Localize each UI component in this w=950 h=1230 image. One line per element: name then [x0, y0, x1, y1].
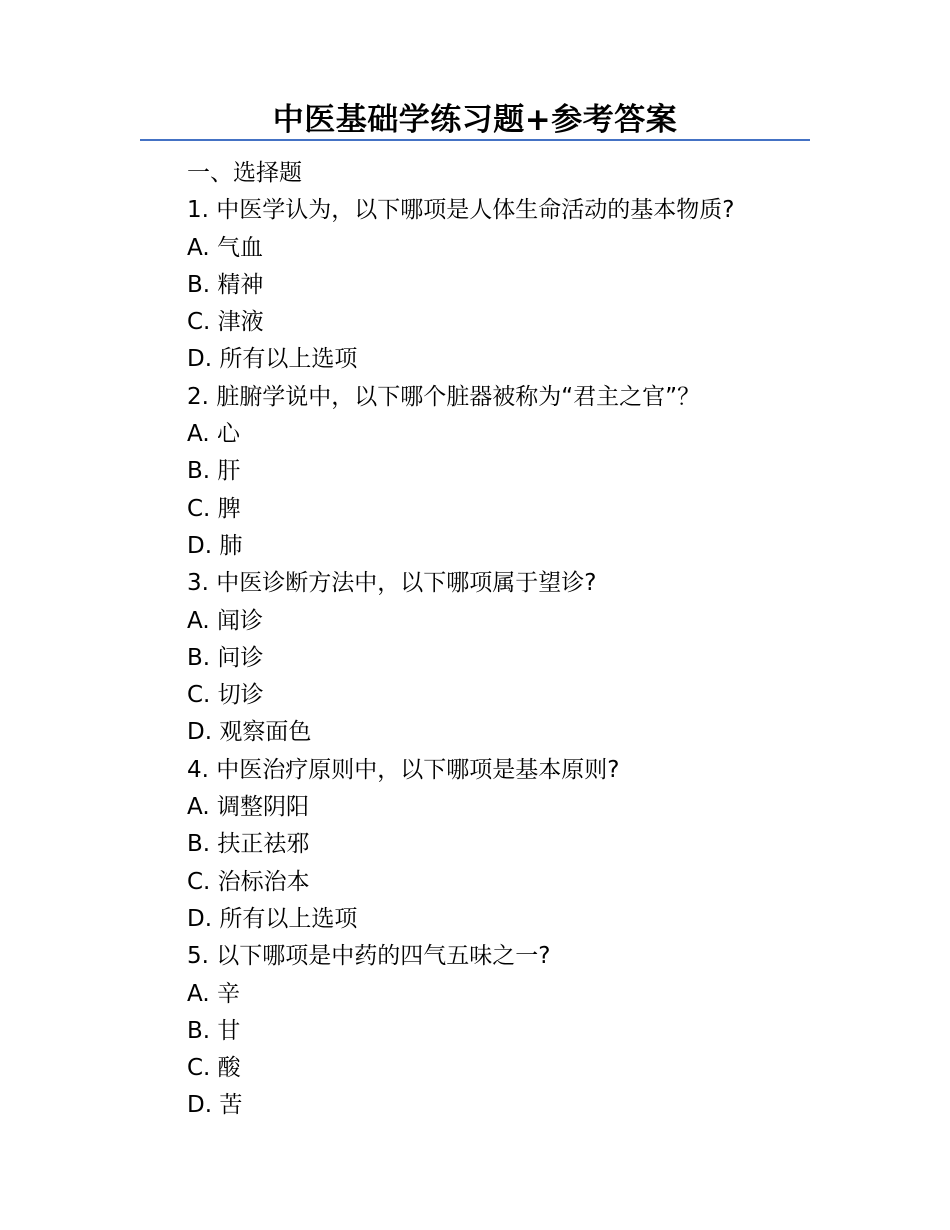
- question-4-option-c: C. 治标治本: [187, 868, 310, 895]
- question-4: 4. 中医治疗原则中，以下哪项是基本原则?: [187, 756, 620, 783]
- question-5: 5. 以下哪项是中药的四气五味之一?: [187, 943, 551, 970]
- section-heading: 一、选择题: [187, 160, 302, 186]
- question-2-option-b: B. 肝: [187, 458, 241, 485]
- question-5-option-a: A. 辛: [187, 980, 240, 1007]
- question-2-option-a: A. 心: [187, 421, 240, 448]
- question-4-option-d: D. 所有以上选项: [187, 905, 358, 932]
- document-title: 中医基础学练习题+参考答案: [272, 102, 678, 138]
- title-underline: [140, 139, 810, 141]
- document-body: [187, 155, 827, 1125]
- question-5-option-c: C. 酸: [187, 1055, 241, 1082]
- question-2-option-c: C. 脾: [187, 495, 241, 522]
- question-1-option-d: D. 所有以上选项: [187, 346, 358, 373]
- question-3: 3. 中医诊断方法中，以下哪项属于望诊?: [187, 570, 597, 597]
- question-4-option-a: A. 调整阴阳: [187, 794, 309, 821]
- question-1-option-a: A. 气血: [187, 234, 263, 261]
- question-3-option-c: C. 切诊: [187, 682, 264, 709]
- question-5-option-d: D. 苦: [187, 1092, 243, 1119]
- question-1: 1. 中医学认为，以下哪项是人体生命活动的基本物质?: [187, 197, 735, 224]
- question-3-option-b: B. 问诊: [187, 644, 264, 671]
- question-1-option-c: C. 津液: [187, 309, 264, 336]
- question-3-option-a: A. 闻诊: [187, 607, 263, 634]
- question-2: 2. 脏腑学说中，以下哪个脏器被称为“君主之官”？: [187, 383, 701, 410]
- question-3-option-d: D. 观察面色: [187, 719, 312, 746]
- question-4-option-b: B. 扶正祛邪: [187, 831, 310, 858]
- question-5-option-b: B. 甘: [187, 1017, 241, 1044]
- question-1-option-b: B. 精神: [187, 271, 264, 298]
- question-2-option-d: D. 肺: [187, 532, 243, 559]
